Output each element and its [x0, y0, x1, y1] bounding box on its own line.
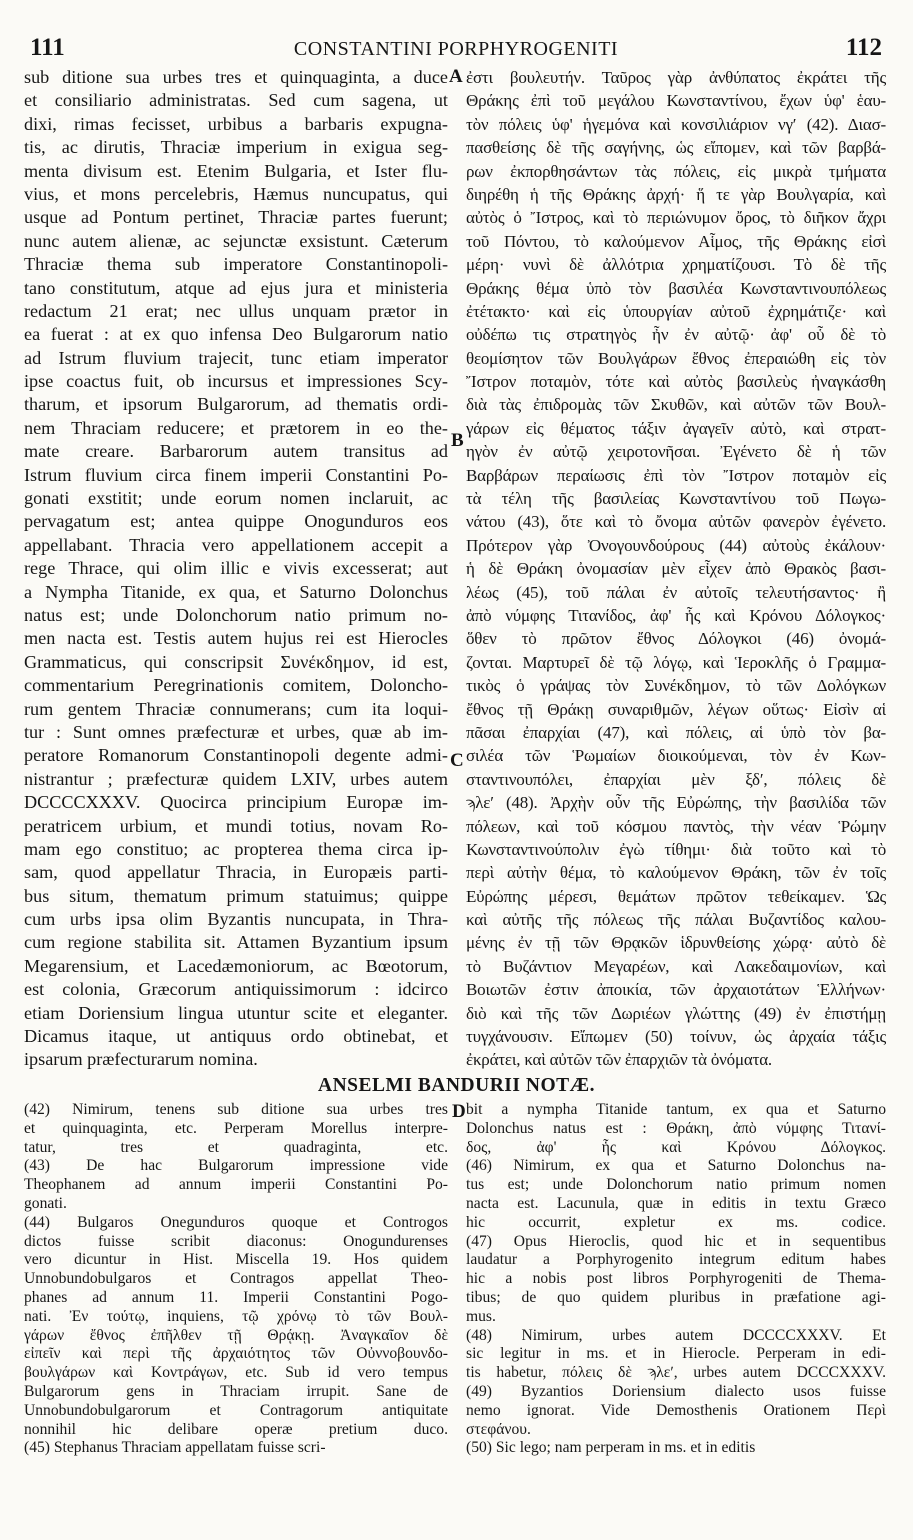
latin-text-line: menta divisum est. Etenim Bulgaria, et Ister flu-	[24, 160, 448, 181]
note-line: nonnihil hic delibare operæ pretium duco.	[24, 1420, 448, 1438]
note-line: nati. Ἐν τούτῳ, inquiens, τῷ χρόνῳ τὸ τῶν Βουλ-	[24, 1307, 448, 1325]
latin-text-line: mam ego constituo; ac propterea thema circa ip-	[24, 838, 448, 859]
greek-text-line: ϡλεʹ (48). Ἀρχὴν οὖν τῆς Εὐρώπης, τὴν βασιλίδα τῶν	[466, 793, 886, 813]
note-line: tus est; unde Dolonchorum natio primum nomen	[466, 1176, 886, 1194]
note-line: Unnobundobulgaros et Contragos appellat Theo-	[24, 1270, 448, 1288]
latin-text-line: nistrantur ; præfecturæ quidem LXIV, urbes autem	[24, 768, 448, 789]
greek-text-column	[466, 66, 886, 1072]
latin-text-line: pervagatum est; antea quippe Onogunduros eos	[24, 511, 448, 532]
note-line: (48) Nimirum, urbes autem DCCCCXXXV. Et	[466, 1326, 886, 1344]
latin-text-line: redactum 21 erat; nec ullus unquam prætor in	[24, 300, 448, 321]
note-line: dictos fuisse scribit diaconus: Onogundurenses	[24, 1232, 448, 1250]
latin-text-line: peratricem urbium, et mundi totius, novam Ro-	[24, 815, 448, 836]
note-line: phanes ad annum 11. Imperii Constantini Pogo-	[24, 1288, 448, 1306]
latin-text-line: gonati exstitit; unde eorum nomen inclaruit, ac	[24, 488, 448, 509]
note-line: Theophanem ad annum imperii Constantini Po-	[24, 1176, 448, 1194]
latin-text-line: sub ditione sua urbes tres et quinquaginta, a duce	[24, 67, 448, 87]
note-line: nemo ignorat. Vide Demosthenis Orationem Περὶ	[466, 1401, 886, 1419]
greek-text-line: ὅθεν τὸ πρῶτον ἔθνος Δόλογκοι (46) ὀνομά-	[466, 629, 886, 649]
greek-text-line: ἐκράτει, καὶ αὐτῶν τῶν ἐπαρχιῶν τὰ ὀνόματα.	[466, 1050, 772, 1070]
latin-text-line: commentarium Peregrinationis comitem, Doloncho-	[24, 675, 448, 696]
greek-text-line: σιλέα τῶν Ῥωμαίων διοικούμεναι, τὸν ἐν Κων-	[466, 746, 886, 766]
latin-text-line: Dicamus itaque, ut antiquus ordo obtinebat, et	[24, 1026, 448, 1047]
latin-text-line: etiam Doriensium lingua utuntur scite et eleganter.	[24, 1002, 448, 1023]
greek-text-line: λέως (45), τοῦ πάλαι ἐν αὐτοῖς τελευτήσαντος· ἢ	[466, 582, 886, 602]
latin-text-line: DCCCCXXXV. Quocirca principium Europæ im-	[24, 792, 448, 813]
latin-text-line: nem Thraciam reducere; et prætorem in eo the-	[24, 417, 448, 438]
note-line: mus.	[466, 1307, 496, 1325]
note-line: nacta est. Lacunula, quæ in editis in textu Græco	[466, 1194, 886, 1212]
latin-text-line: ad Istrum fluvium trajecit, tunc etiam imperator	[24, 347, 448, 368]
greek-text-line: σταντινουπόλει, ἐπαρχίαι μὲν ξδʹ, πόλεις δὲ	[466, 769, 886, 789]
note-line: bit a nympha Titanide tantum, ex qua et Saturno	[466, 1101, 886, 1118]
latin-text-line: men nacta est. Testis autem hujus rei est Hierocles	[24, 628, 448, 649]
greek-text-line: τυγχάνουσιν. Εἴπωμεν (50) τοίνυν, ὡς ἀρχαία τάξις	[466, 1027, 886, 1047]
greek-text-line: Κωνσταντινούπολιν ἐγὼ τίθημι· διὰ τοῦτο καὶ τὸ	[466, 839, 886, 859]
greek-text-line: Θράκης ἐπὶ τοῦ μεγάλου Κωνσταντίνου, ἔχων ὑφ' ἑαυ-	[466, 91, 886, 111]
latin-text-line: nunc autem alienæ, ac sejunctæ exsistunt. Cæterum	[24, 230, 448, 251]
greek-text-line: νάτου (43), ὅτε καὶ τὸ ὄνομα αὐτῶν φανερὸν ἐγένετο.	[466, 512, 886, 532]
note-line: (50) Sic lego; nam perperam in ms. et in editis	[466, 1439, 756, 1457]
note-line: Unnobundobulgarorum et Contragorum antiquitate	[24, 1401, 448, 1419]
greek-text-line: Πρότερον γὰρ Ὀνογουνδούρους (44) αὐτοὺς ἐκάλουν·	[466, 535, 886, 555]
latin-text-line: a Nympha Titanide, ex qua, et Saturno Dolonchus	[24, 581, 448, 602]
notes-right-column	[466, 1101, 886, 1458]
note-line: Dolonchus natus est : Θράκη, ἀπὸ νύμφης Τιτανί-	[466, 1119, 886, 1137]
latin-text-line: ipsarum præfecturarum nomina.	[24, 1049, 258, 1070]
greek-text-line: ἀπὸ νύμφης Τιτανίδος, ἀφ' ἧς καὶ Κρόνου Δόλογκος·	[466, 605, 886, 625]
latin-text-line: sam, quod appellatur Thracia, in Europæis parti-	[24, 862, 448, 883]
note-line: (46) Nimirum, ex qua et Saturno Dolonchus na-	[466, 1157, 886, 1175]
greek-text-line: καὶ αὐτῆς τῆς πόλεως τῆς πάλαι Βυζαντίδος καλου-	[466, 910, 886, 930]
greek-text-line: γάρων εἰς θέματος τάξιν ἀγαγεῖν αὐτὸ, καὶ στρατ-	[466, 418, 886, 438]
note-line: tis habetur, πόλεις δὲ ϡλεʹ, urbes autem DCCCXXXV.	[466, 1364, 886, 1382]
latin-text-line: dixi, rimas fecisset, urbibus a barbaris expugna-	[24, 113, 448, 134]
greek-text-line: ἐστι βουλευτήν. Ταῦρος γὰρ ἀνθύπατος ἐκράτει τῆς	[466, 68, 886, 87]
greek-text-line: αὐτὸς ὁ Ἴστρος, καὶ τὸ περιώνυμον ὄρος, τὸ διῆκον ἄχρι	[466, 208, 886, 228]
note-line: gonati.	[24, 1194, 67, 1212]
note-line: hic a nobis post libros Porphyrogeniti de Thema-	[466, 1270, 886, 1288]
latin-text-line: ipse coactus fuit, ob incursus et impressiones Scy-	[24, 371, 448, 392]
note-line: laudatur a Porphyrogenito integrum editum habes	[466, 1251, 886, 1269]
note-line: vero dicuntur in Hist. Miscella 19. Hos quidem	[24, 1251, 448, 1269]
greek-text-line: ρων ἐκπορθησάντων τὰς πόλεις, εἰς μικρὰ τμήματα	[466, 161, 886, 181]
latin-text-line: ea fuerat : at ex quo infensa Deo Bulgarorum natio	[24, 324, 448, 345]
page-number-right: 112	[845, 34, 882, 61]
latin-text-line: tur : Sunt omnes præfecturæ et urbes, quæ ab im-	[24, 721, 448, 742]
note-line: (49) Byzantios Doriensium dialecto usos fuisse	[466, 1382, 886, 1400]
greek-text-line: τὸ Βυζάντιον Μεγαρέων, καὶ Λακεδαιμονίων, καὶ	[466, 956, 886, 976]
greek-text-line: θεομίσητον τῶν Βουλγάρων ἔθνος ἐπεραιώθη εἰς τὸν	[466, 348, 886, 368]
page-number-left: 111	[30, 34, 65, 61]
greek-text-line: μέρη· νυνὶ δὲ ἀλλότρια χρηματίζουσι. Τὸ δὲ τῆς	[466, 255, 886, 275]
greek-text-line: διηρέθη ἡ τῆς Θράκης ἀρχή· ἥ τε γὰρ Βουλγαρία, καὶ	[466, 184, 886, 204]
greek-text-line: τικὸς ὁ γράψας τὸν Συνέκδημον, τὸ τῶν Δολόγκων	[466, 676, 886, 696]
notes-title: ANSELMI BANDURII NOTÆ.	[318, 1075, 595, 1096]
note-line: Bulgarorum gens in Thraciam irrupit. Sane de	[24, 1382, 448, 1400]
latin-text-line: bus situm, thematum primum statuimus; quippe	[24, 885, 448, 906]
note-line: et quinquaginta, etc. Perperam Morellus interpre-	[24, 1119, 448, 1137]
latin-text-line: est colonia, Græcorum antiquissimorum : idcirco	[24, 979, 448, 1000]
greek-text-line: Βοιωτῶν ἐστιν ἀποικία, τῶν ἀρχαιοτάτων Ἑλλήνων·	[466, 980, 886, 1000]
greek-text-line: τοῦ Πόντου, τὸ καλούμενον Αἷμος, τῆς Θράκης εἰσὶ	[466, 231, 886, 251]
note-line: hic occurrit, expletur ex ms. codice.	[466, 1213, 886, 1231]
latin-text-line: Thraciæ thema sub imperatore Constantinopoli-	[24, 254, 448, 275]
greek-text-line: Βαρβάρων περαίωσις ἐπὶ τὸν Ἴστρον ποταμὸν εἰς	[466, 465, 886, 485]
latin-text-line: Istrum fluvium circa finem imperii Constantini Po-	[24, 464, 448, 485]
page-header	[30, 34, 882, 64]
latin-text-line: rege Thrace, qui olim illic e vivis excesserat; aut	[24, 558, 448, 579]
note-line: εἰπεῖν καὶ περὶ τῆς ἀρχαιότητος τῶν Οὐννοβουνδο-	[24, 1345, 448, 1363]
greek-text-line: ζονται. Μαρτυρεῖ δὲ τῷ λόγῳ, καὶ Ἱεροκλῆς ὁ Γραμμα-	[466, 652, 886, 672]
greek-text-line: Εὐρώπης μέρεσι, θεμάτων πρῶτον τεθείκαμεν. Ὡς	[466, 886, 886, 906]
greek-text-line: ἡ δὲ Θράκη ὀνομασίαν μὲν εἶχεν ἀπὸ Θρακὸς βασι-	[466, 559, 886, 579]
latin-text-line: peratore Romanorum Constantinopoli degente admi-	[24, 745, 448, 766]
greek-text-line: μένης ἐν τῇ τῶν Θρᾳκῶν ἱδρυνθείσης χώρᾳ· αὐτὸ δὲ	[466, 933, 886, 953]
greek-text-line: τὰ τέλη τῆς βασιλείας Κωνσταντίνου τοῦ Πωγω-	[466, 489, 886, 509]
greek-text-line: πᾶσαι ἐπαρχίαι (47), καὶ πόλεις, αἱ ὑπὸ τὸν βα-	[466, 722, 886, 742]
latin-text-column	[24, 66, 448, 1072]
greek-text-line: περὶ αὐτὴν θέμα, τὸ καλούμενον Θράκη, τῶν ἐν τοῖς	[466, 863, 886, 883]
latin-text-line: appellabant. Thracia vero appellationem accepit a	[24, 534, 448, 555]
latin-text-line: Megarensium, et Lacedæmoniorum, ac Bœotorum,	[24, 955, 448, 976]
latin-text-line: tharum, et ipsorum Bulgarorum, ad thematis ordi-	[24, 394, 448, 415]
latin-text-line: tano constitutum, atque ad ejus jura et ministeria	[24, 277, 448, 298]
running-title: CONSTANTINI PORPHYROGENITI	[293, 38, 619, 60]
latin-text-line: et consiliario administratas. Sed cum sagena, ut	[24, 90, 448, 111]
note-line: γάρων ἔθνος ἐπῆλθεν τῇ Θρᾴκῃ. Ἀναγκαῖον δὲ	[24, 1326, 448, 1344]
latin-text-line: cum urbs ipsa olim Byzantis nuncupata, in Thra-	[24, 909, 448, 930]
latin-text-line: tis, ac dirutis, Thraciæ imperium in exigua seg-	[24, 137, 448, 158]
greek-text-line: ἐτέτακτο· καὶ εἰς ὑπουργίαν αὐτοῦ ἐχρημάτιζε· καὶ	[466, 301, 886, 321]
latin-text-line: usque ad Pontum pertinet, Thraciæ partes fuerunt;	[24, 207, 448, 228]
greek-text-line: ἔθνος τῇ Θράκῃ συναριθμῶν, λέγων οὕτως· Εἰσὶν αἱ	[466, 699, 886, 719]
greek-text-line: Θράκης θέμα ὑπὸ τὸν βασιλέα Κωνσταντινουπόλεως	[466, 278, 886, 298]
note-line: (42) Nimirum, tenens sub ditione sua urbes tres	[24, 1101, 448, 1118]
note-line: tatur, tres et quadraginta, etc.	[24, 1138, 448, 1156]
greek-text-line: Ἴστρον ποταμὸν, τότε καὶ αὐτὸς βασιλεὺς ἠναγκάσθη	[466, 372, 886, 392]
latin-text-line: rum gentem Thraciæ connumerans; cum ita loqui-	[24, 698, 448, 719]
note-line: (44) Bulgaros Onegunduros quoque et Controgos	[24, 1213, 448, 1231]
note-line: βουλγάρων καὶ Κοντράγων, etc. Sub id vero tempus	[24, 1364, 448, 1382]
section-marker-d: D	[452, 1101, 466, 1122]
latin-text-line: mate creare. Barbarorum autem transitus ad	[24, 441, 448, 462]
greek-text-line: οὐδέπω τις στρατηγὸς ἦν ἐν αὐτῷ· ἀφ' οὗ δὲ τὸ	[466, 325, 886, 345]
greek-text-line: πασθείσης δὲ τῆς σαγήνης, ὡς εἴπομεν, καὶ τῶν βαρβά-	[466, 138, 886, 158]
note-line: (45) Stephanus Thraciam appellatam fuisse scri-	[24, 1439, 326, 1457]
note-line: sic legitur in ms. et in Hierocle. Perperam in edi-	[466, 1345, 886, 1363]
note-line: (43) De hac Bulgarorum impressione vide	[24, 1157, 448, 1175]
latin-text-line: natus est; unde Dolonchorum natio primum no-	[24, 604, 448, 625]
latin-text-line: vius, et mons percelebris, Hæmus nuncupatus, qui	[24, 183, 448, 204]
note-line: tibus; de quo quidem pluribus in præfatione agi-	[466, 1288, 886, 1306]
section-marker-c: C	[450, 750, 464, 771]
section-marker-b: B	[451, 430, 464, 451]
greek-text-line: πόλεων, καὶ τοῦ κόσμου παντὸς, τὴν νέαν Ῥώμην	[466, 816, 886, 836]
latin-text-line: Grammaticus, qui conscripsit Συνέκδημον, id est,	[24, 651, 448, 672]
greek-text-line: ηγὸν ἐν αὐτῷ χειροτονῆσαι. Ἐγένετο δὲ ἡ τῶν	[466, 442, 886, 462]
notes-left-column	[24, 1101, 448, 1458]
note-line: (47) Opus Hieroclis, quod hic et in sequentibus	[466, 1232, 886, 1250]
note-line: δος, ἀφ' ἧς καὶ Κρόνου Δόλογκος.	[466, 1138, 886, 1156]
greek-text-line: διὸ καὶ τῆς τῶν Δωριέων γλώττης (49) ἐν ἐπιστήμῃ	[466, 1003, 886, 1023]
latin-text-line: cum regione stabilita sit. Attamen Byzantium ipsum	[24, 932, 448, 953]
greek-text-line: διὰ τὰς ἐπιδρομὰς τῶν Σκυθῶν, καὶ αὐτῶν τῶν Βουλ-	[466, 395, 886, 415]
greek-text-line: τὸν πόλεις ὑφ' ἡγεμόνα καὶ κονσιλιάριον νγʹ (42). Διασ-	[466, 114, 886, 134]
section-marker-a: A	[449, 66, 463, 87]
note-line: στεφάνου.	[466, 1420, 531, 1438]
